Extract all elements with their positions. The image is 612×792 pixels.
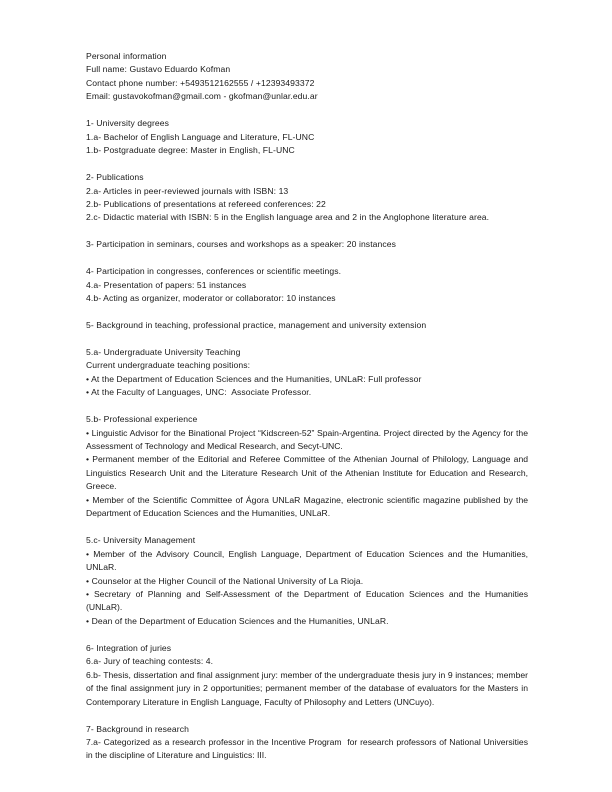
section-5a-intro: Current undergraduate teaching positions:: [86, 360, 251, 371]
section-2-item-b: 2.b- Publications of presentations at refereed conferences: 22: [86, 198, 326, 209]
paragraph-spacer: [86, 104, 528, 117]
section-6-heading: 6- Integration of juries: [86, 642, 172, 653]
section-1-heading: 1- University degrees: [86, 118, 170, 129]
section-5c-bullet-4: • Dean of the Department of Education Sciences and the Humanities, UNLaR.: [86, 615, 389, 626]
paragraph-spacer: [86, 252, 528, 265]
section-5c-bullet-1: • Member of the Advisory Council, English Language, Department of Education Sciences and the Humanities, UNLaR.: [86, 548, 531, 573]
section-7-item-a: 7.a- Categorized as a research professor in the Incentive Program for research professors of National Universities in the discipline of Literature and Linguistics: III.: [86, 736, 531, 761]
paragraph-spacer: [86, 225, 528, 238]
section-5c-bullet-2: • Counselor at the Higher Council of the National University of La Rioja.: [86, 575, 364, 586]
section-5b-bullet-2: • Permanent member of the Editorial and Referee Committee of the Athenian Journal of Philology, Language and Linguistics Research Unit and the Literature Research Unit of the Athenian Institute for Education and Research, Greece.: [86, 454, 531, 492]
section-6-item-a: 6.a- Jury of teaching contests: 4.: [86, 656, 214, 667]
section-4-item-a: 4.a- Presentation of papers: 51 instances: [86, 279, 247, 290]
paragraph-spacer: [86, 158, 528, 171]
full-name-line: Full name: Gustavo Eduardo Kofman: [86, 64, 231, 75]
contact-phone-line: Contact phone number: +5493512162555 / +12393493372: [86, 77, 315, 88]
paragraph-spacer: [86, 521, 528, 534]
section-5a-bullet-1: • At the Department of Education Sciences and the Humanities, UNLaR: Full professor: [86, 373, 422, 384]
section-5-heading: 5- Background in teaching, professional practice, management and university extension: [86, 319, 427, 330]
section-1-item-b: 1.b- Postgraduate degree: Master in English, FL-UNC: [86, 145, 295, 156]
section-1-item-a: 1.a- Bachelor of English Language and Literature, FL-UNC: [86, 131, 315, 142]
section-7-heading: 7- Background in research: [86, 723, 189, 734]
section-2-item-a: 2.a- Articles in peer-reviewed journals with ISBN: 13: [86, 185, 289, 196]
section-5b-heading: 5.b- Professional experience: [86, 414, 198, 425]
email-line: Email: gustavokofman@gmail.com - gkofman@unlar.edu.ar: [86, 91, 318, 102]
section-5a-heading: 5.a- Undergraduate University Teaching: [86, 346, 241, 357]
section-6-item-b: 6.b- Thesis, dissertation and final assignment jury: member of the undergraduate thesis jury in 9 instances; member of the final assignment jury in 2 opportunities; permanent member of the database of evaluators for the Masters in Contemporary Literature in English Language, Faculty of Philosophy and Letters (UNCuyo).: [86, 669, 531, 707]
section-3-heading: 3- Participation in seminars, courses and workshops as a speaker: 20 instances: [86, 239, 397, 250]
section-5b-bullet-1: • Linguistic Advisor for the Binational Project “Kidscreen-52” Spain-Argentina. Project directed by the Agency for the Assessment of Technology and Medical Research, and Secyt-UNC.: [86, 427, 530, 452]
section-5a-bullet-2: • At the Faculty of Languages, UNC: Associate Professor.: [86, 387, 312, 398]
paragraph-spacer: [86, 400, 528, 413]
section-2-heading: 2- Publications: [86, 172, 144, 183]
paragraph-spacer: [86, 628, 528, 641]
paragraph-spacer: [86, 709, 528, 722]
personal-information-heading: Personal information: [86, 51, 167, 61]
paragraph-spacer: [86, 306, 528, 319]
section-5c-bullet-3: • Secretary of Planning and Self-Assessment of the Department of Education Sciences and the Humanities (UNLaR).: [86, 589, 531, 613]
section-5c-heading: 5.c- University Management: [86, 535, 196, 546]
paragraph-spacer: [86, 332, 528, 345]
section-5b-bullet-3: • Member of the Scientific Committee of Ágora UNLaR Magazine, electronic scientific magazine published by the Department of Education Sciences and the Humanities, UNLaR.: [86, 494, 531, 519]
section-4-item-b: 4.b- Acting as organizer, moderator or collaborator: 10 instances: [86, 293, 336, 304]
section-4-heading: 4- Participation in congresses, conferences or scientific meetings.: [86, 266, 342, 277]
section-2-item-c: 2.c- Didactic material with ISBN: 5 in the English language area and 2 in the Anglophone literature area.: [86, 212, 490, 223]
document-text-body: [86, 50, 531, 763]
